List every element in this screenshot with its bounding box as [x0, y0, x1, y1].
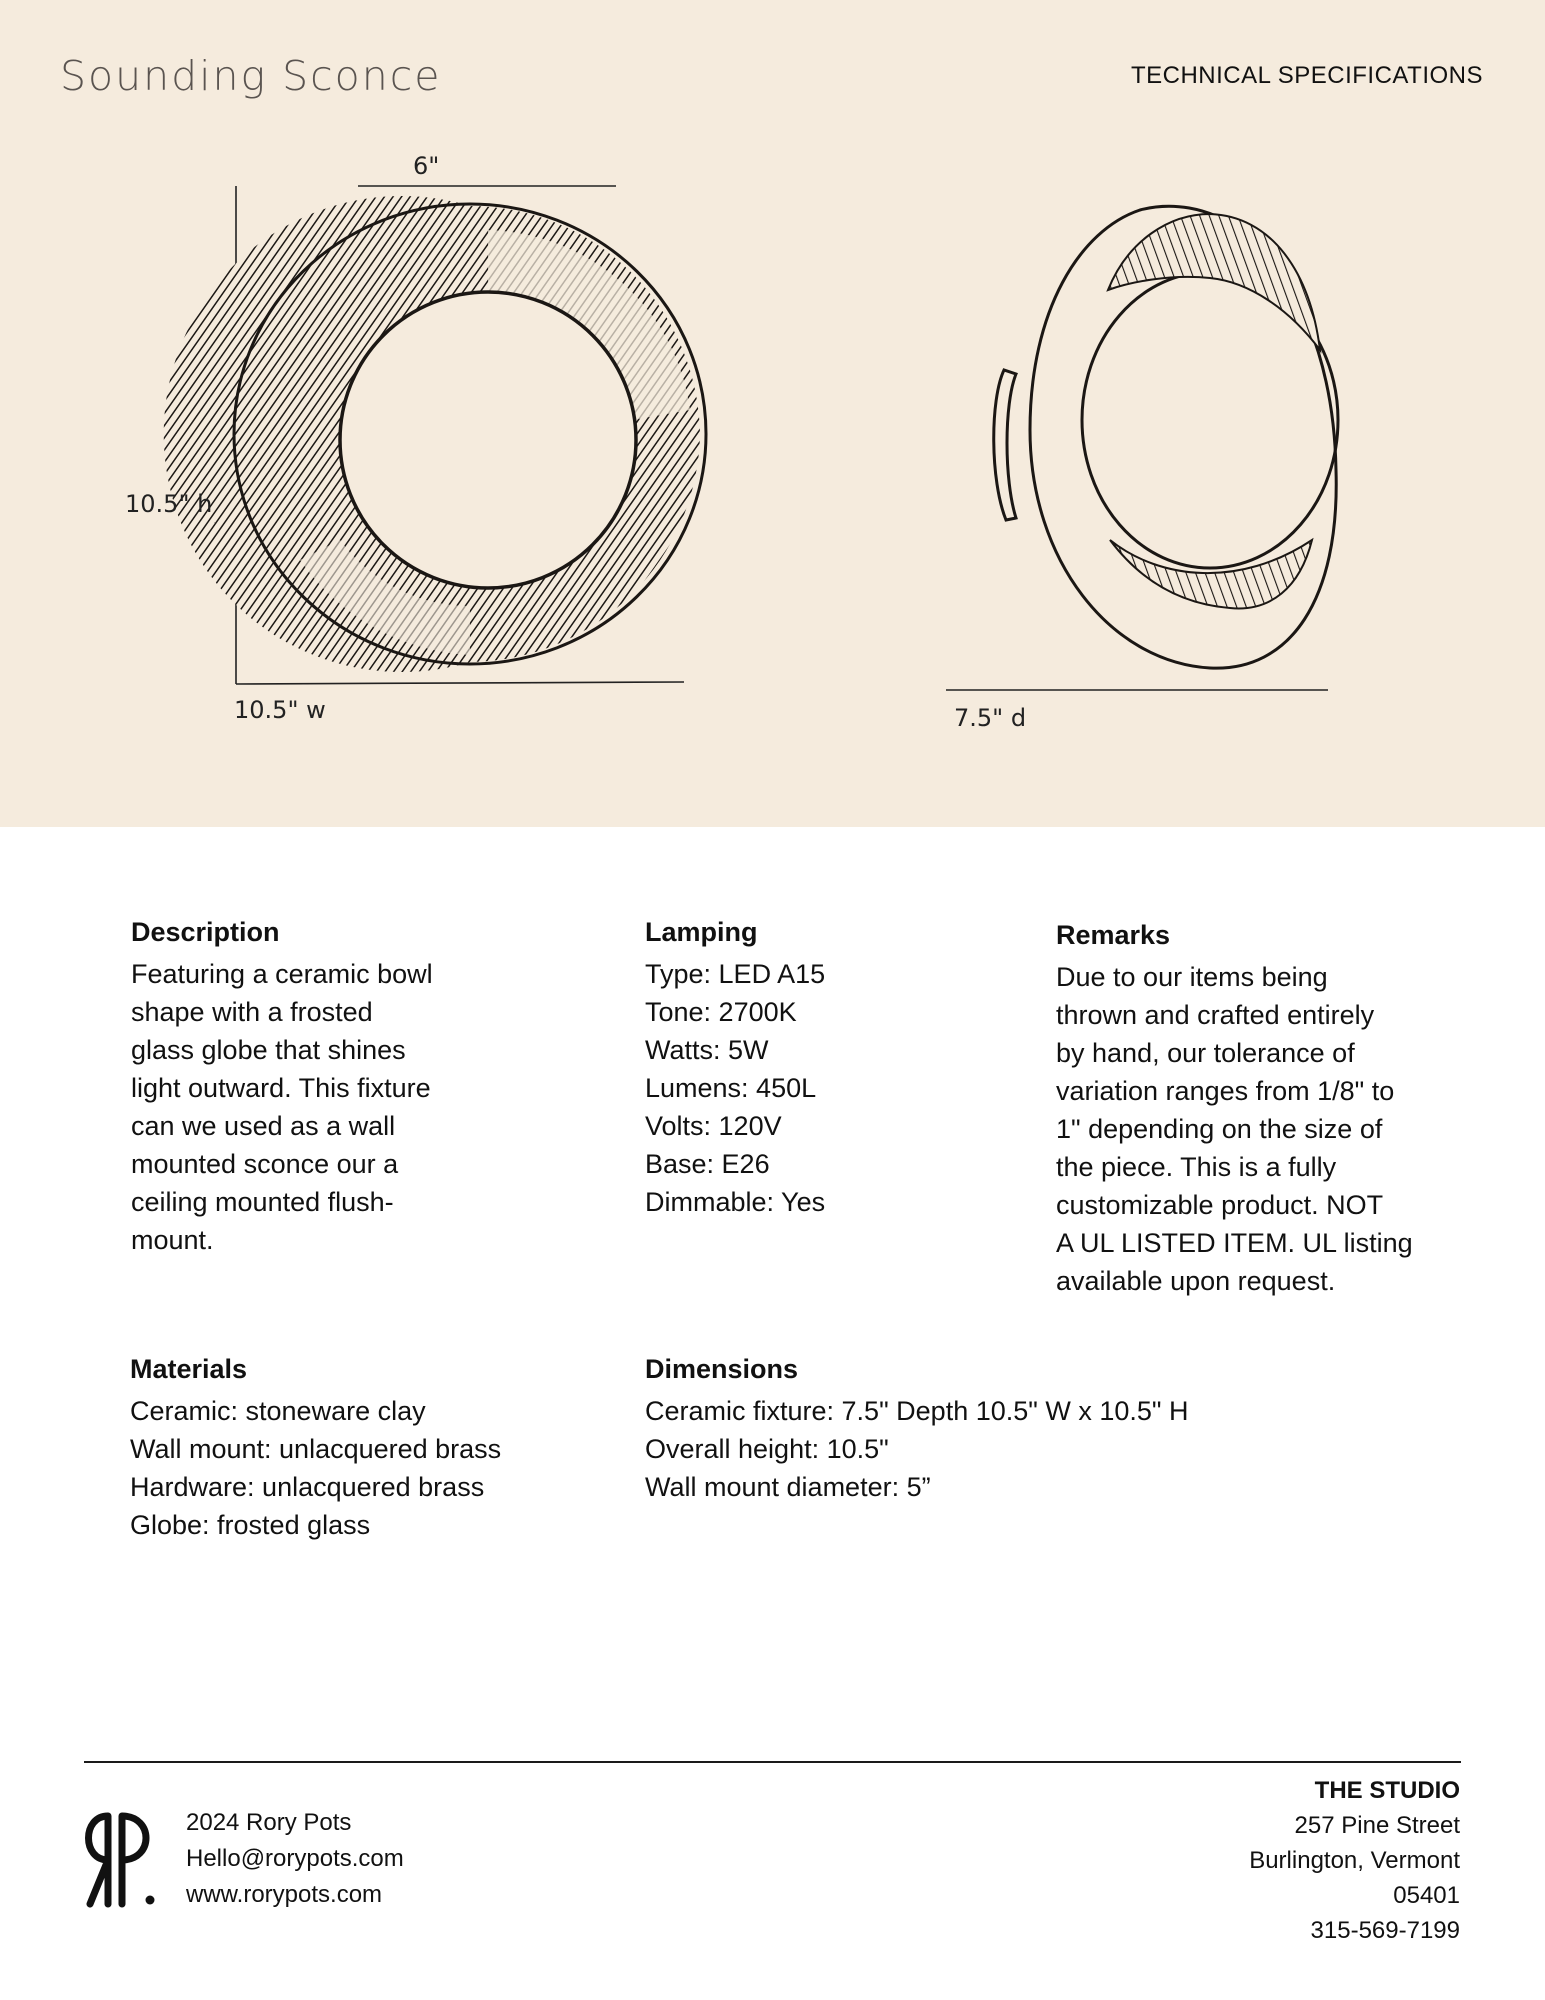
footer-contact [186, 1805, 404, 1913]
address-line: Burlington, Vermont [1249, 1847, 1460, 1874]
website-link[interactable]: www.rorypots.com [186, 1881, 383, 1908]
remarks-line: Due to our items being [1056, 962, 1328, 992]
address-line: 257 Pine Street [1294, 1812, 1460, 1839]
remarks-line: the piece. This is a fully [1056, 1152, 1337, 1182]
phone-number[interactable]: 315-569-7199 [1310, 1917, 1460, 1944]
studio-title: THE STUDIO [1314, 1777, 1460, 1804]
lamping-line: Base: E26 [645, 1149, 770, 1179]
spec-label: TECHNICAL SPECIFICATIONS [1130, 62, 1483, 89]
description-line: Featuring a ceramic bowl [131, 959, 433, 989]
lamping-line: Type: LED A15 [645, 959, 826, 989]
remarks-line: variation ranges from 1/8" to [1056, 1076, 1395, 1106]
materials-line: Hardware: unlacquered brass [130, 1472, 485, 1502]
dimensions-line: Overall height: 10.5" [645, 1434, 889, 1464]
remarks-line: customizable product. NOT [1056, 1190, 1384, 1220]
remarks-heading: Remarks [1056, 920, 1171, 950]
lamping-line: Dimmable: Yes [645, 1187, 826, 1217]
rory-pots-logo [78, 1808, 170, 1908]
materials-section [130, 1350, 590, 1544]
technical-drawing [0, 0, 1545, 827]
description-line: can we used as a wall [131, 1111, 396, 1141]
width-bottom-line [236, 682, 684, 684]
lamping-line: Lumens: 450L [645, 1073, 817, 1103]
dimensions-heading: Dimensions [645, 1354, 799, 1384]
front-height-dimension: 10.5" h [125, 490, 213, 518]
materials-heading: Materials [130, 1354, 248, 1384]
description-section [131, 913, 511, 1259]
lamping-section [645, 913, 975, 1221]
lamping-line: Tone: 2700K [645, 997, 797, 1027]
description-line: shape with a frosted [131, 997, 373, 1027]
remarks-line: thrown and crafted entirely [1056, 1000, 1375, 1030]
description-line: glass globe that shines [131, 1035, 406, 1065]
front-view-sconce [164, 196, 706, 672]
remarks-line: A UL LISTED ITEM. UL listing [1056, 1228, 1413, 1258]
side-view-sconce [994, 206, 1338, 668]
description-heading: Description [131, 917, 280, 947]
side-depth-dimension: 7.5" d [954, 704, 1027, 732]
copyright-text: 2024 Rory Pots [186, 1809, 352, 1836]
dimensions-line: Ceramic fixture: 7.5" Depth 10.5" W x 10.5" H [645, 1396, 1189, 1426]
materials-line: Ceramic: stoneware clay [130, 1396, 426, 1426]
address-line: 05401 [1393, 1882, 1460, 1909]
description-line: mount. [131, 1225, 214, 1255]
email-link[interactable]: Hello@rorypots.com [186, 1845, 404, 1872]
description-line: ceiling mounted flush- [131, 1187, 394, 1217]
remarks-line: by hand, our tolerance of [1056, 1038, 1355, 1068]
description-line: mounted sconce our a [131, 1149, 399, 1179]
studio-address [1249, 1773, 1460, 1948]
dimensions-section [645, 1350, 1345, 1506]
page-title: Sounding Sconce [60, 52, 442, 100]
remarks-line: available upon request. [1056, 1266, 1336, 1296]
materials-line: Wall mount: unlacquered brass [130, 1434, 502, 1464]
lamping-heading: Lamping [645, 917, 758, 947]
front-width-dimension: 10.5" w [234, 696, 326, 724]
materials-line: Globe: frosted glass [130, 1510, 371, 1540]
lamping-line: Volts: 120V [645, 1111, 782, 1141]
remarks-section [1056, 916, 1476, 1300]
front-inner-dimension: 6" [413, 152, 440, 180]
remarks-line: 1" depending on the size of [1056, 1114, 1383, 1144]
footer-divider [84, 1761, 1461, 1763]
lamping-line: Watts: 5W [645, 1035, 769, 1065]
dimensions-line: Wall mount diameter: 5” [645, 1472, 931, 1502]
description-line: light outward. This fixture [131, 1073, 431, 1103]
